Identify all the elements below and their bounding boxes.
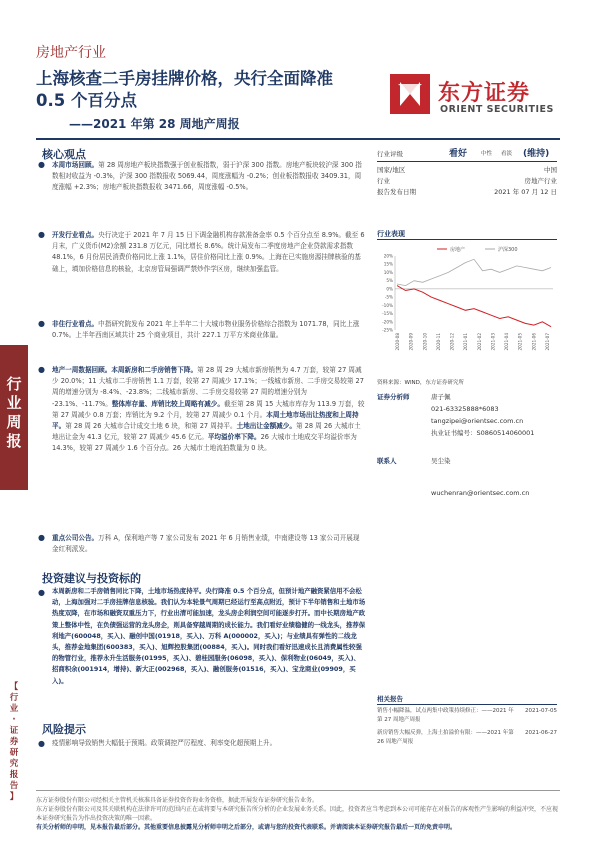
non-residential-paragraph: 非住行业看点。中指研究院发布 2021 年上半年二十大城市物业服务价格综合指数为 1071.78，同比上涨 0.7%。上半年西南区域共计 25 个商业项目，共计 227.1 万平方米商业体量。	[52, 320, 360, 340]
side-category-char: ·	[12, 715, 16, 725]
x-tick-label: 2021-05	[517, 333, 523, 351]
rating-option-negative: 看淡	[501, 151, 513, 157]
core-heading: 核心观点	[42, 148, 86, 161]
side-label-char: 报	[6, 432, 22, 450]
side-category-char: 报	[9, 770, 19, 780]
rating-table-row	[377, 186, 557, 197]
performance-chart	[377, 242, 557, 367]
rating-table-row	[377, 175, 557, 186]
rating-key: 国家/地区	[377, 166, 406, 174]
side-label-char: 周	[6, 413, 22, 431]
x-tick-label: 2021-04	[504, 333, 510, 351]
weekly-data-paragraph: 地产一周数据回顾。本周新房和二手房销售下降。第 28 周 29 大城市新房销售为 4.7 万套，较第 27 周减少 20.0%；11 大城市二手房销售 1.1 万套，较第 27 周减少 17.1%；一线城市新房、二手房交易较第 27 周的增速分别为 -8.4%、-23.8%；二线城市新房、二手房交易较第 27 周的增速分别为 -23.1%、-11.7%。整体库存量、库销比较上周略有减少。截至第 28 周 15 大城市库存为 113.9 万套，较第 27 周减少 0.8 万套；库销比为 9.2 个月，较第 27 周减少 0.1 个月。本周土地市场出让热度和上周持平。第 28 周 26 大城市合计成交土地 6 块，和第 27 周持平。土地出让金额减少。第 28 周 26 大城市土地出让金为 41.3 亿元，较第 27 周减少 45.6 亿元。平均溢价率下降。26 大城市土地成交平均溢价率为 14.3%，较第 27 周减少 1.6 个百分点。26 大城市土地流拍数量为 0 块。	[52, 366, 365, 453]
bullet-icon: ●	[38, 739, 45, 748]
related-heading: 相关报告	[377, 695, 403, 703]
analyst-cert: 执业证书编号：S0860514060001	[431, 429, 535, 437]
x-tick-label: 2020-12	[449, 333, 455, 351]
performance-heading: 行业表现	[377, 230, 405, 238]
side-category-char: 告	[9, 781, 19, 791]
related-report-title: 销售小幅降温，试点两集中政策持续修正：——2021 年第 27 周地产周报	[377, 708, 514, 723]
y-tick-label: -10%	[382, 302, 393, 308]
sector-label: 房地产行业	[36, 45, 106, 61]
header-divider	[36, 138, 560, 140]
report-subtitle: ——2021 年第 28 周地产周报	[69, 117, 240, 131]
advice-heading: 投资建议与投资标的	[42, 572, 141, 585]
analyst-name: 唐子佩	[431, 393, 451, 401]
related-report-title: 新房销售大幅反弹，上海土拍溢价有限：——2021 年第 26 周地产周报	[377, 730, 514, 745]
footer-line-2: 东方证券股份有限公司及其关联机构在法律许可的范围内正在或将要与本研究报告所分析的企业发展业务关系。因此，投资者应当考虑到本公司可能存在对报告的客观性产生影响的利益冲突，不应视本证券研究报告为作出投资决策的唯一因素。	[36, 806, 559, 822]
side-label	[0, 345, 28, 451]
bullet-icon: ●	[38, 160, 45, 169]
side-category-char: 业	[9, 704, 19, 714]
rating-value: 看好	[449, 149, 468, 159]
side-label-char: 业	[6, 394, 22, 412]
side-report-category	[2, 682, 26, 803]
side-category-char: 【	[9, 682, 19, 692]
x-tick-label: 2020-10	[422, 333, 428, 351]
side-category-char: 券	[9, 737, 19, 747]
development-paragraph: 开发行业看点。央行决定于 2021 年 7 月 15 日下调金融机构存款准备金率 0.5 个百分点至 8.9%。截至 6 月末，广义货币(M2)余额 231.8 万亿元，同比增长 8.6%。统计局发布二季度房地产企业贷款需求指数 48.1%，6 月份居民消费价格同比上涨 1.1%，居住价格同比上涨 0.9%。上海在已实施房源挂牌核验的基础上，填加价格信息的核验，北京房管局强调严禁炒作学区房，继续加强监管。	[52, 231, 365, 273]
side-category-char: 行	[9, 693, 19, 703]
rating-divider	[377, 161, 557, 162]
contact-email[interactable]: wuchenran@orientsec.com.cn	[431, 489, 530, 497]
rating-table-row	[377, 164, 557, 175]
bullet-icon: ●	[38, 319, 45, 328]
series-line-0	[397, 286, 551, 327]
logo-name-en: ORIENT SECURITIES	[440, 104, 554, 115]
risk-heading: 风险提示	[42, 723, 86, 736]
y-tick-label: 5%	[386, 278, 393, 284]
x-tick-label: 2021-01	[463, 333, 469, 351]
legend-label: 沪深300	[498, 247, 518, 253]
y-tick-label: -20%	[382, 319, 393, 325]
y-tick-label: 20%	[383, 253, 393, 259]
related-report-item[interactable]	[377, 729, 557, 751]
bullet-icon: ●	[38, 365, 45, 374]
performance-divider	[377, 239, 557, 240]
rating-table	[377, 164, 557, 197]
chart-source: 资料来源：WIND，东方证券研究所	[377, 380, 464, 386]
rating-value-cell: 中国	[544, 166, 557, 174]
related-divider	[377, 704, 557, 705]
x-tick-label: 2021-02	[476, 333, 482, 351]
logo-name-cn: 东方证券	[438, 81, 531, 106]
contact-label: 联系人	[377, 457, 397, 465]
company-notice-paragraph: 重点公司公告。万科 A，保利地产等 7 家公司发布 2021 年 6 月销售业绩，中南建设等 13 家公司开展现金红利派发。	[52, 534, 360, 554]
rating-value-cell: 房地产行业	[524, 177, 557, 185]
series-line-1	[397, 259, 551, 285]
side-report-type	[0, 345, 28, 490]
x-tick-label: 2021-03	[490, 333, 496, 351]
market-review-paragraph: 本周市场回顾。第 28 周房地产板块指数强于创业板指数，弱于沪深 300 指数。房地产板块较沪深 300 指数相对收益为 -0.3%，沪深 300 指数报收 5069.44，周度涨幅为 -0.2%；创业板指数报收 3409.31，周度涨幅 +2.3%；房地产板块指数报收 3471.66，周度涨幅 -0.5%。	[52, 161, 362, 192]
side-label-char: 行	[6, 375, 22, 393]
side-category-char: 究	[9, 759, 19, 769]
y-tick-label: 0%	[386, 286, 393, 292]
analyst-label: 证券分析师	[377, 393, 410, 401]
risk-paragraph: 疫情影响导致销售大幅低于预期。政策调控严厉程度、利率变化超预期上升。	[52, 739, 277, 747]
x-tick-label: 2021-06	[531, 333, 537, 351]
analyst-phone: 021-63325888*6083	[431, 405, 499, 413]
rating-key: 报告发布日期	[377, 188, 416, 196]
side-category-char: 证	[9, 726, 19, 736]
rating-option-neutral: 中性	[481, 151, 493, 157]
advice-paragraph: 本周新房和二手房销售同比下降，土地市场热度持平。央行降准 0.5 个百分点，但预计地产融资紧信用不会松动，上海加强对二手房挂牌信息核验。我们认为本轮景气周期已经运行至高点附近，预计下半年销售和土地市场热度双降，在市场和融资双重压力下，行业出清可能加速，龙头房企利润空间可能逐步打开。而中长期房地产政策上整体中性，在负债强运营的龙头房企，则具备穿越周期的成长能力。我们看好业绩稳健的一线龙头，推荐保利地产(600048，买入)、融创中国(01918，买入)、万科 A(000002，买入)；与业绩具有弹性的二线龙头，推荐金地集团(600383，买入)、旭辉控股集团(00884，买入)。同时我们看好迅速成长且消费属性较强的物管行业，推荐永升生活服务(01995，买入)、碧桂园服务(06098，买入)、保利物业(06049，买入)、招商积余(001914，增持)、新大正(002968，买入)、融创服务(01516，买入)、宝龙商业(09909，买入)。	[52, 587, 366, 685]
related-report-date: 2021-07-05	[525, 708, 557, 714]
company-logo	[388, 72, 558, 120]
rating-value-cell: 2021 年 07 月 12 日	[494, 188, 557, 196]
x-tick-label: 2020-08	[395, 333, 400, 351]
analyst-email[interactable]: tangzipei@orientsec.com.cn	[431, 417, 524, 425]
bullet-icon: ●	[38, 230, 45, 239]
related-report-date: 2021-06-27	[525, 730, 557, 736]
rating-keep: (维持)	[523, 149, 550, 159]
footer-line-3: 有关分析师的申明，见本报告最后部分。其他重要信息披露见分析师申明之后部分，或请与您的投资代表联系。并请阅读本证券研究报告最后一页的免责申明。	[36, 824, 457, 831]
logo-mark-icon	[388, 72, 432, 116]
footer	[36, 796, 560, 832]
side-category-char: 研	[9, 748, 19, 758]
footer-line-1: 东方证券股份有限公司经相关主管机关核准具备证券投资咨询业务资格，据此开展发布证券研究报告业务。	[36, 797, 319, 804]
rating-label: 行业评级	[377, 150, 403, 158]
y-tick-label: -15%	[382, 311, 393, 317]
legend-label: 房地产	[450, 247, 466, 253]
bullet-icon: ●	[38, 533, 45, 542]
y-tick-label: -5%	[384, 294, 393, 300]
bullet-icon: ●	[38, 588, 45, 597]
footer-divider	[36, 790, 560, 791]
rating-row	[377, 146, 557, 160]
related-list	[377, 707, 557, 751]
related-report-item[interactable]	[377, 707, 557, 729]
contact-name: 吴尘染	[431, 457, 451, 465]
x-tick-label: 2020-11	[435, 333, 441, 351]
y-tick-label: 15%	[383, 261, 393, 267]
rating-key: 行业	[377, 177, 390, 185]
y-tick-label: -25%	[382, 327, 393, 333]
report-title: 上海核查二手房挂牌价格，央行全面降准 0.5 个百分点	[36, 69, 333, 110]
side-category-char: 】	[9, 792, 19, 802]
x-tick-label: 2021-07	[545, 333, 550, 351]
x-tick-label: 2020-09	[408, 333, 414, 351]
y-tick-label: 10%	[383, 269, 393, 275]
